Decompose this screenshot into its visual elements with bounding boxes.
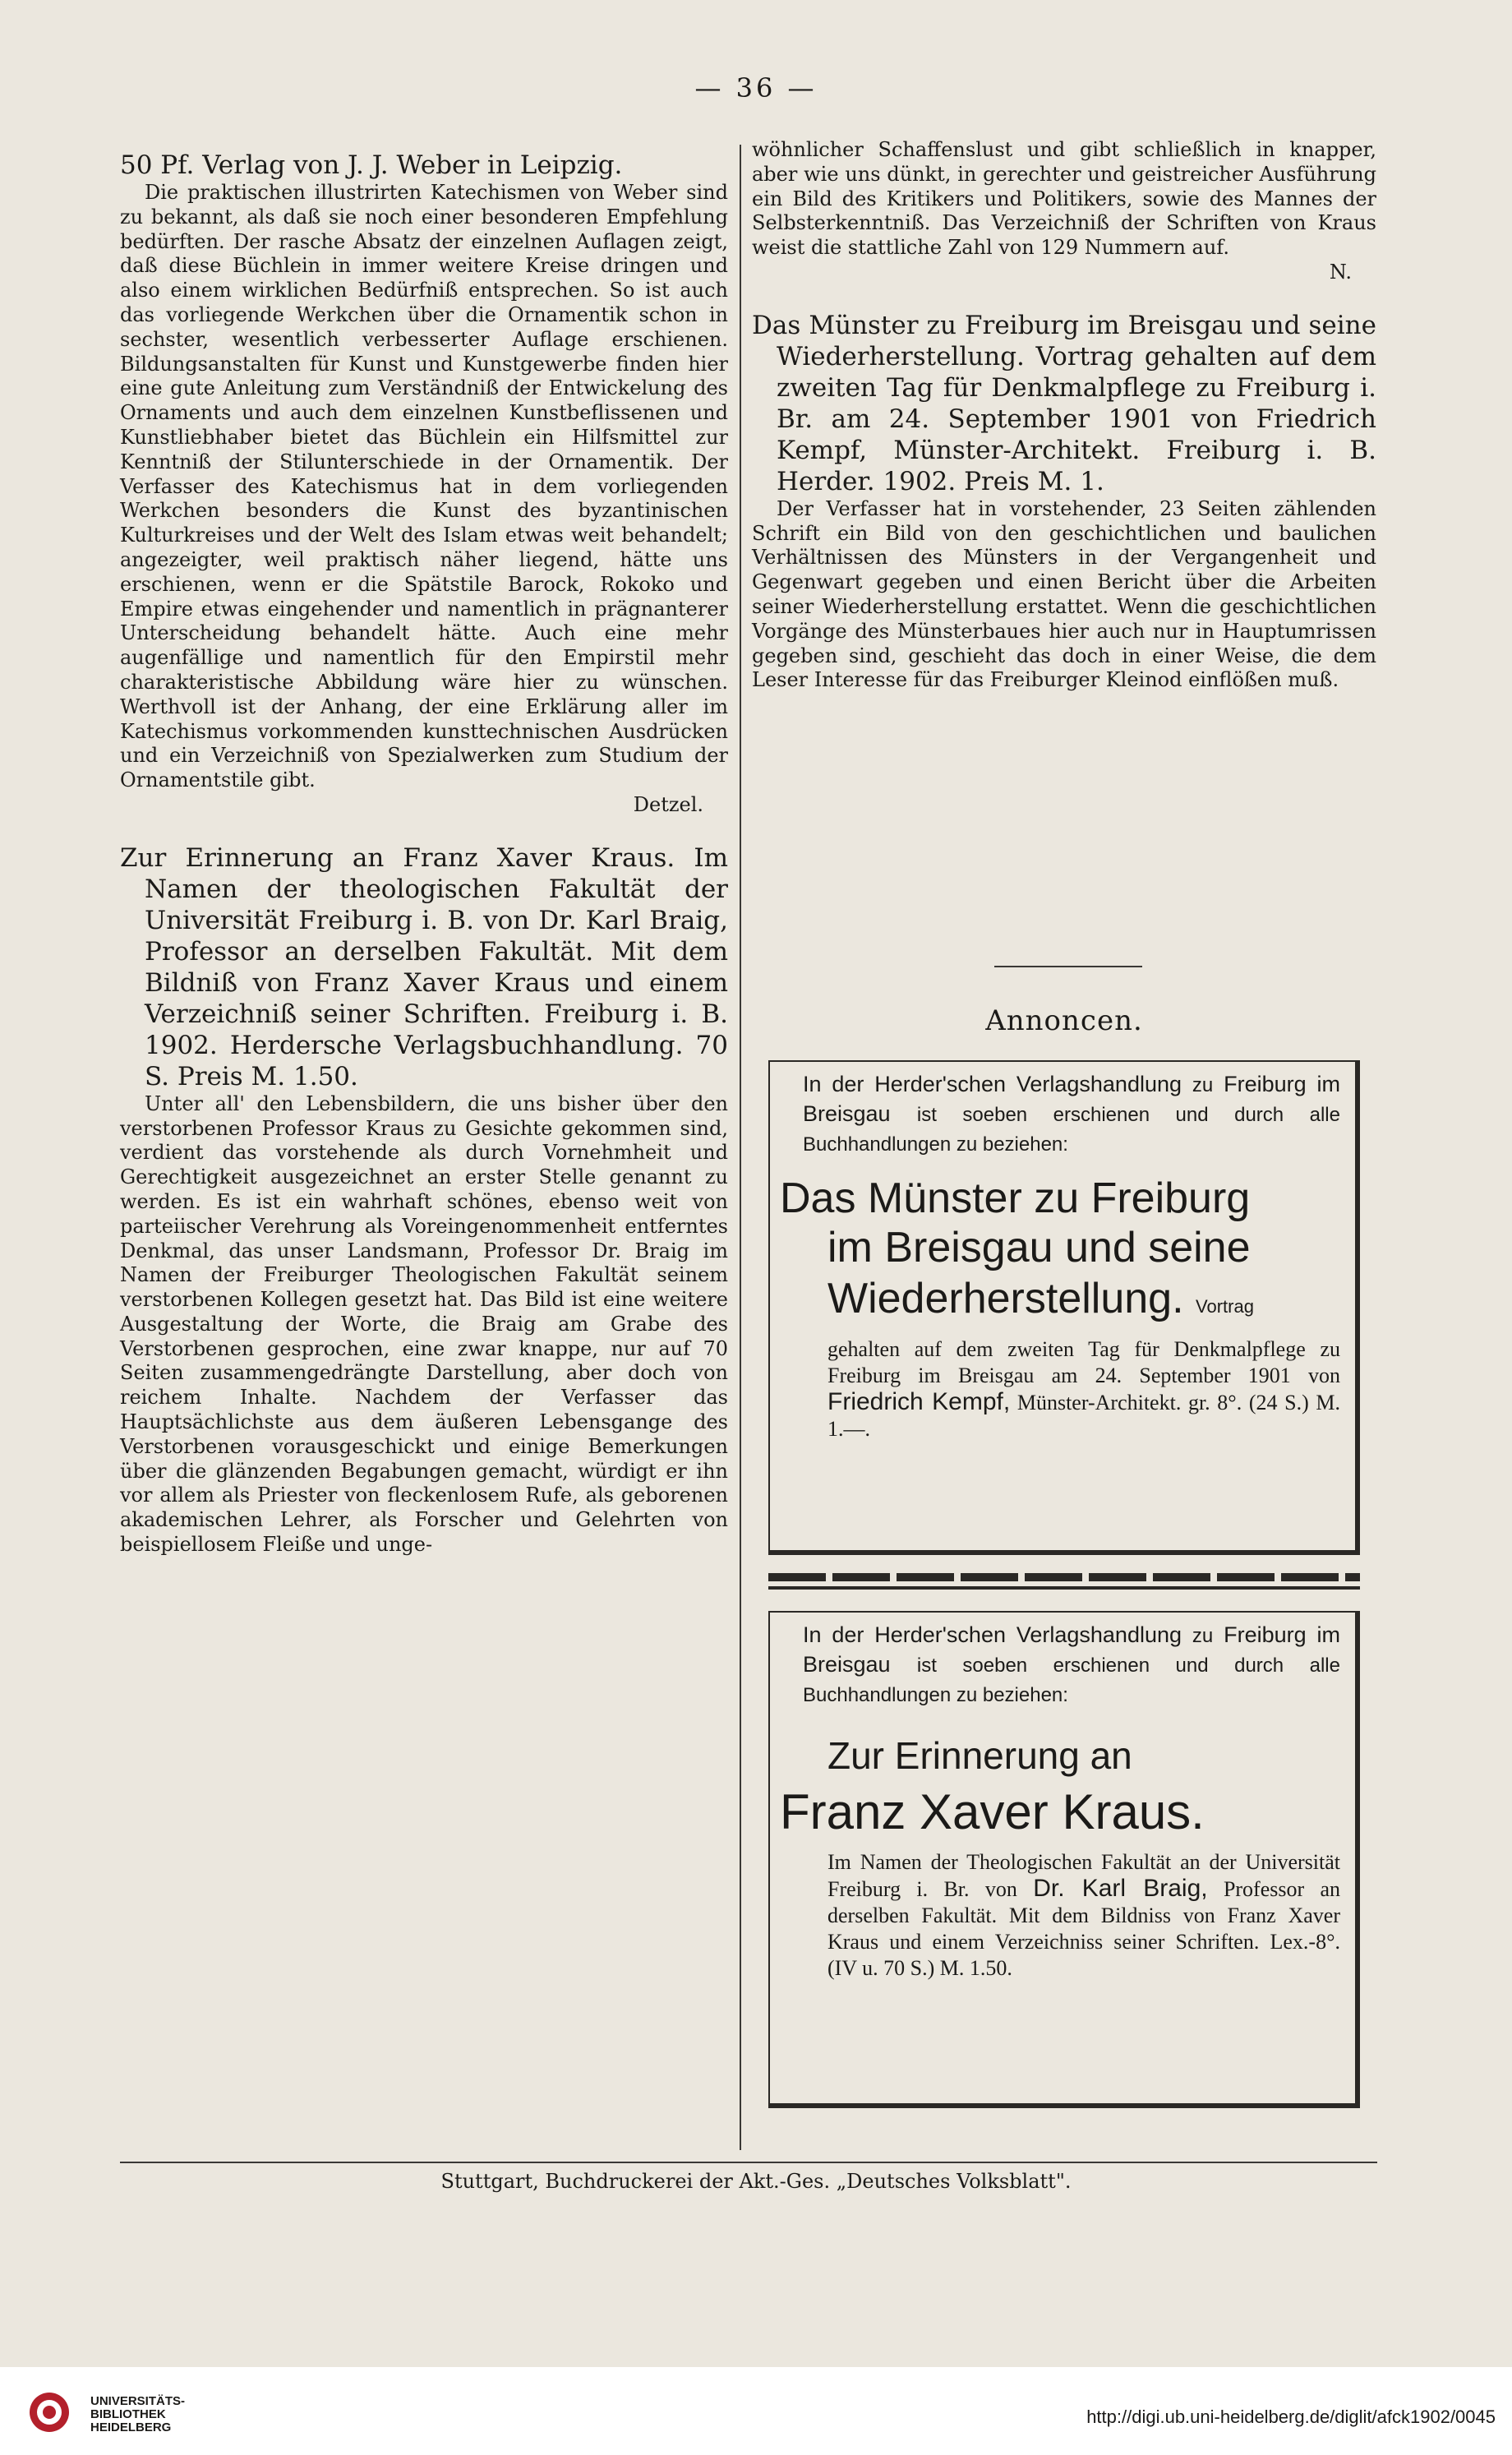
ad-title-line2: im Breisgau und seine [827, 1224, 1251, 1271]
advertisement-muenster [768, 1060, 1360, 1555]
page-number: — 36 — [694, 72, 818, 104]
review-ornamentik: Die praktischen illustrirten Katechismen von Weber sind zu bekannt, als daß sie noch einer besonderen Empfehlung bedürften. Der rasche Absatz der einzelnen Auflagen zeigt, daß diese Büchlein in immer weitere Kreise dringen und also einem wirklichen Bedürfniß entsprechen. So ist auch das vorliegende Werkchen über die Ornamentik schon in sechster, wesentlich verbesserter Auflage erschienen. Bildungsanstalten für Kunst und Kunstgewerbe finden hier eine gute Anleitung zum Verständniß der Entwickelung des Ornaments und auch dem einzelnen Kunstbeflissenen und Kunstliebhaber bietet das Büchlein ein Hilfsmittel zur Kenntniß der Stilunterschiede in der Ornamentik. Der Verfasser des Katechismus hat in dem vorliegenden Werkchen besonders die Kunst des byzantinischen Kulturkreises und der Welt des Islam etwas weit behandelt; angezeigter, weil praktisch näher liegend, hätte uns erschienen, wenn er die Spätstile Barock, Rokoko und Empire etwas eingehender und namentlich in prägnanterer Unterscheidung behandelt hätte. Auch eine mehr augenfällige und namentlich für den Empirstil mehr charakteristische Abbildung wäre hier zu wünschen. Werthvoll ist der Anhang, der eine Erklärung aller im Katechismus vorkommenden kunsttechnischen Ausdrücken und ein Verzeichniß von Spezialwerken zum Studium der Ornamentstile gibt. [120, 181, 728, 792]
section-rule [994, 966, 1142, 967]
review-muenster: Der Verfasser hat in vorstehender, 23 Seiten zählenden Schrift ein Bild von den geschichtlichen und baulichen Verhältnissen des Münsters in der Vergangenheit und Gegenwart gegeben und einen Bericht über die Arbeiten seiner Wiederherstellung erstattet. Wenn die geschichtlichen Vorgänge des Münsterbaues hier auch nur in Hauptumrissen gegeben sind, geschieht das doch in einer Weise, die dem Leser Interesse für das Freiburger Kleinod einflößen muß. [752, 496, 1376, 692]
review-kraus: Unter all' den Lebensbildern, die uns bisher über den verstorbenen Professor Kraus zu Gesichte gekommen sind, verdient das vorstehende als durch Vornehmheit und Gerechtigkeit ausgezeichnet an erster Stelle genannt zu werden. Es ist ein wahrhaft schönes, ebenso weit von parteiischer Verehrung als Voreingenommenheit entferntes Denkmal, das unser Landsmann, Professor Dr. Braig im Namen der Freiburger Theologischen Fakultät seinem verstorbenen Kollegen gesetzt hat. Das Bild ist eine weitere Ausgestaltung der Worte, die Braig am Grabe des Verstorbenen gesprochen, eine zwar knappe, nur auf 70 Seiten zusammengedrängte Darstellung, aber doch von reichem Inhalte. Nachdem der Verfasser das Hauptsächlichste aus dem äußeren Lebensgange des Verstorbenen vorausgeschickt und einige Bemerkungen über die glänzenden Begabungen gemacht, würdigt er ihn vor allem als Priester von fleckenlosem Rufe, als geborenen akademischen Lehrer, als Forscher und Gelehrten von beispiellosem Fleiße und unge- [120, 1091, 728, 1557]
ad-title-line1: Zur Erinnerung an [827, 1734, 1132, 1777]
ad-separator [768, 1573, 1360, 1581]
ad-separator-line [768, 1586, 1360, 1590]
ad-intro: In der Herder'schen Verlagshandlung zu Freiburg im Breisgau ist soeben erschienen und durch alle Buchhandlungen zu beziehen: [803, 1622, 1340, 1706]
ad-title-line1: Das Münster zu Freiburg [780, 1174, 1251, 1222]
ad-title-line3: Wiederherstellung. Vortrag [827, 1275, 1254, 1322]
ad-intro: In der Herder'schen Verlagshandlung zu Freiburg im Breisgau ist soeben erschienen und durch alle Buchhandlungen zu beziehen: [803, 1072, 1340, 1156]
right-column [752, 138, 1376, 693]
annoncen-heading: Annoncen. [985, 1004, 1143, 1037]
ad-title-line2: Franz Xaver Kraus. [780, 1784, 1205, 1839]
left-column [120, 150, 728, 1557]
review-kraus-continued: wöhnlicher Schaffenslust und gibt schließlich in knapper, aber wie uns dünkt, in gerechter und geistreicher Ausführung ein Bild des Kritikers und Politikers, sowie des Mannes der Selbsterkenntniß. Das Verzeichniß der Schriften von Kraus weist die stattliche Zahl von 129 Nummern auf. [752, 138, 1376, 260]
permalink[interactable]: http://digi.ub.uni-heidelberg.de/diglit/afck1902/0045 [1086, 2407, 1496, 2427]
advertisement-kraus [768, 1611, 1360, 2108]
ad-description: Im Namen der Theologischen Fakultät an der Universität Freiburg i. Br. von Dr. Karl Braig, Professor an derselben Fakultät. Mit dem Bildniss von Franz Xaver Kraus und einem Verzeichniss seiner Schriften. Lex.-8°. (IV u. 70 S.) M. 1.50. [827, 1850, 1341, 1980]
entry-kraus: Zur Erinnerung an Franz Xaver Kraus. Im Namen der theologischen Fakultät der Universität Freiburg i. B. von Dr. Karl Braig, Professor an derselben Fakultät. Mit dem Bildniß von Franz Xaver Kraus und einem Verzeichniß seiner Schriften. Freiburg i. B. 1902. Herdersche Verlagsbuchhandlung. 70 S. Preis M. 1.50. [120, 842, 728, 1091]
footer-rule [120, 2162, 1377, 2163]
printer-imprint: Stuttgart, Buchdruckerei der Akt.-Ges. „Deutsches Volksblatt". [440, 2170, 1072, 2193]
signature-n: N. [1329, 260, 1352, 284]
entry-muenster: Das Münster zu Freiburg im Breisgau und seine Wiederherstellung. Vortrag gehalten auf dem zweiten Tag für Denkmalpflege zu Freiburg i. Br. am 24. September 1901 von Friedrich Kempf, Münster-Architekt. Freiburg i. B. Herder. 1902. Preis M. 1. [752, 310, 1376, 496]
entry-continuation: 50 Pf. Verlag von J. J. Weber in Leipzig. [120, 150, 623, 180]
signature-detzel: Detzel. [633, 792, 703, 816]
viewer-footer [0, 2367, 1512, 2455]
ad-description: gehalten auf dem zweiten Tag für Denkmalpflege zu Freiburg im Breisgau am 24. September 1901 von Friedrich Kempf, Münster-Architekt. gr. 8°. (24 S.) M. 1.—. [827, 1337, 1340, 1441]
column-divider [740, 145, 741, 2150]
library-name: UNIVERSITÄTS- BIBLIOTHEK HEIDELBERG [90, 2394, 186, 2434]
